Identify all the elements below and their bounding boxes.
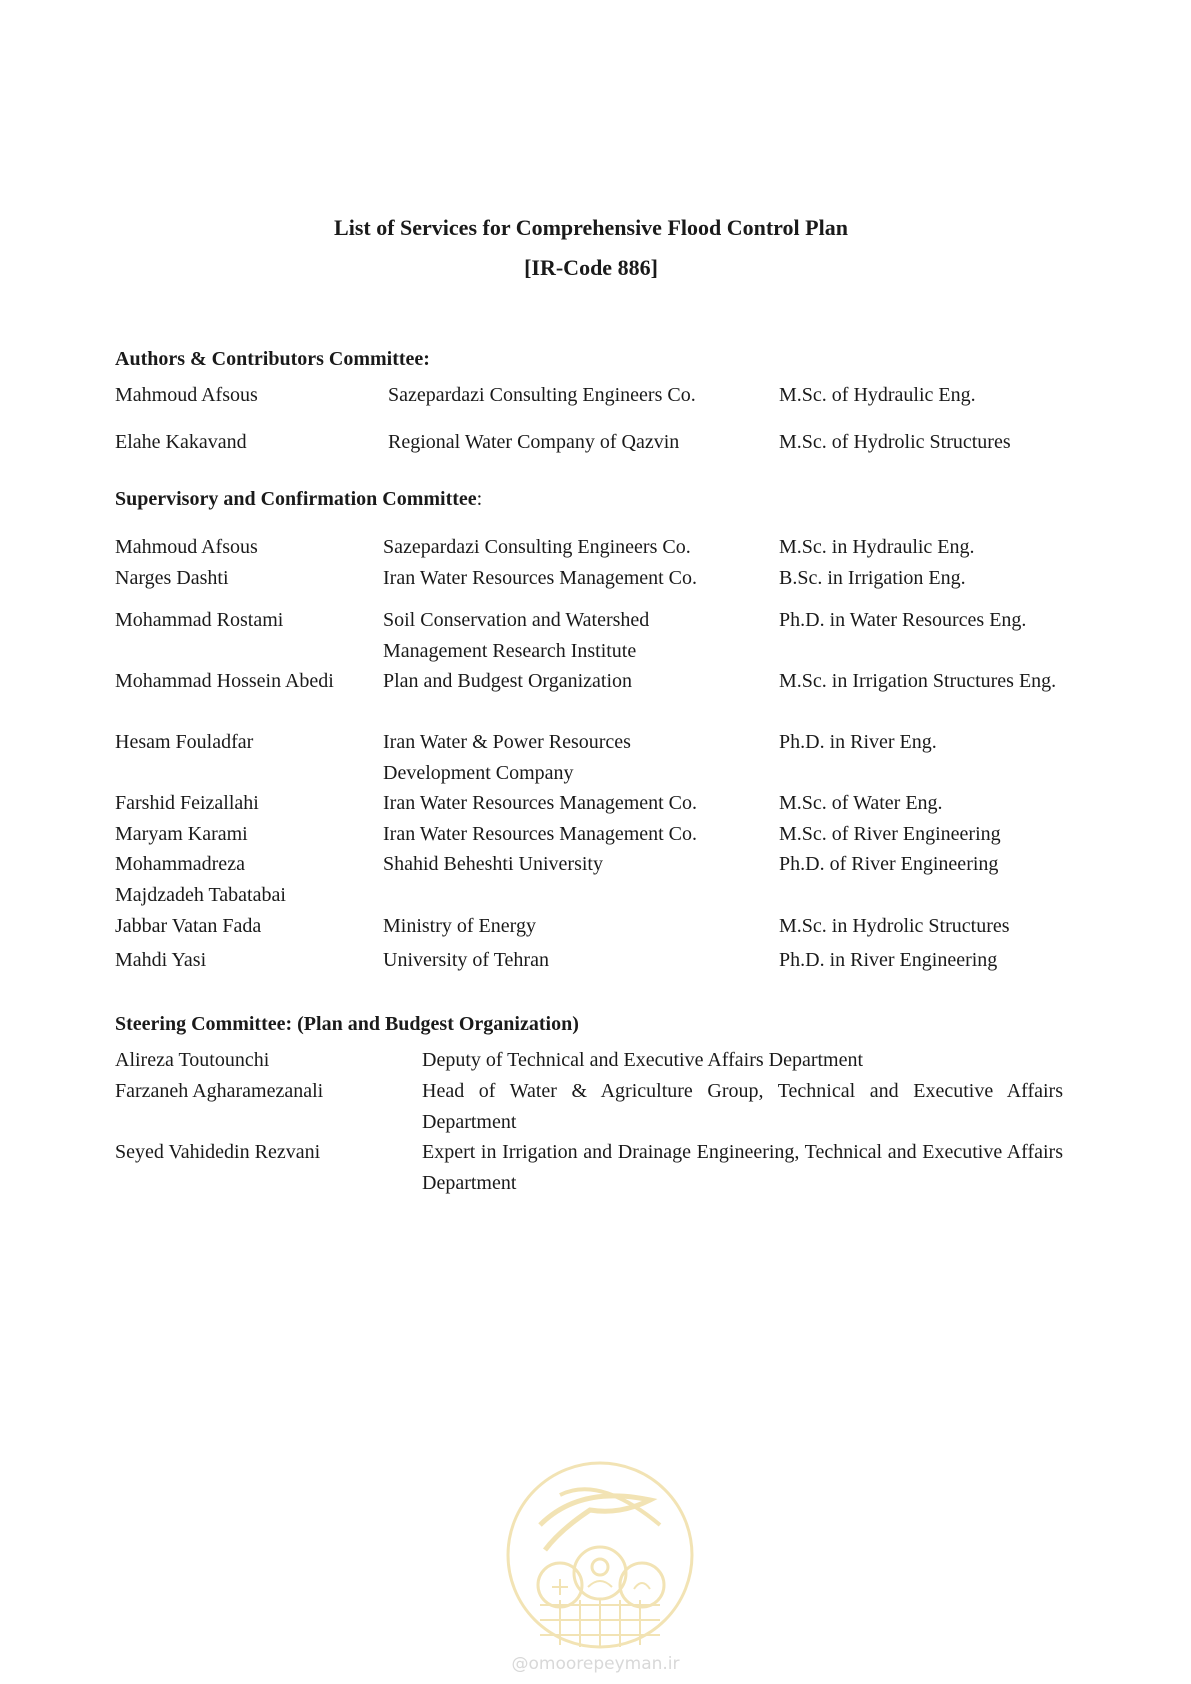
member-organization: Soil Conservation and Watershed Management Research Institute	[383, 609, 650, 662]
member-role: Deputy of Technical and Executive Affairs Department	[422, 1049, 864, 1071]
member-name: Farshid Feizallahi	[115, 792, 259, 814]
member-organization: Iran Water Resources Management Co.	[383, 823, 698, 845]
member-organization: Iran Water & Power Resources Development Company	[383, 731, 631, 784]
member-organization: Iran Water Resources Management Co.	[383, 567, 698, 589]
member-name: Mohammad Rostami	[115, 609, 284, 631]
member-degree: B.Sc. in Irrigation Eng.	[779, 567, 966, 589]
member-name: Seyed Vahidedin Rezvani	[115, 1141, 321, 1163]
member-name: Jabbar Vatan Fada	[115, 915, 262, 937]
member-degree: M.Sc. in Hydraulic Eng.	[779, 536, 975, 558]
member-name: Mahdi Yasi	[115, 949, 207, 971]
member-name: Mahmoud Afsous	[115, 536, 258, 558]
member-organization: Sazepardazi Consulting Engineers Co.	[383, 536, 691, 558]
member-name: Mahmoud Afsous	[115, 384, 258, 406]
member-degree: M.Sc. in Irrigation Structures Eng.	[779, 670, 1057, 692]
member-degree: M.Sc. of River Engineering	[779, 823, 1001, 845]
member-name: Mohammad Hossein Abedi	[115, 670, 334, 692]
member-degree: Ph.D. in Water Resources Eng.	[779, 609, 1027, 631]
member-name: Narges Dashti	[115, 567, 229, 589]
member-organization: Regional Water Company of Qazvin	[388, 431, 680, 453]
watermark-logo-icon	[500, 1455, 700, 1655]
supervisory-heading-colon: :	[476, 488, 483, 510]
member-degree: M.Sc. of Hydrolic Structures	[779, 431, 1011, 453]
member-organization: Ministry of Energy	[383, 915, 536, 937]
supervisory-heading-text: Supervisory and Confirmation Committee	[115, 488, 477, 510]
document-title: List of Services for Comprehensive Flood Control Plan	[334, 215, 848, 240]
member-organization: Sazepardazi Consulting Engineers Co.	[388, 384, 696, 406]
member-name: Alireza Toutounchi	[115, 1049, 270, 1071]
member-organization: University of Tehran	[383, 949, 549, 971]
member-name: Elahe Kakavand	[115, 431, 247, 453]
member-organization: Iran Water Resources Management Co.	[383, 792, 698, 814]
member-degree: Ph.D. of River Engineering	[779, 853, 999, 875]
supervisory-heading	[115, 488, 482, 511]
member-name: Mohammadreza Majdzadeh Tabatabai	[115, 853, 286, 906]
steering-heading: Steering Committee: (Plan and Budgest Organization)	[115, 1013, 579, 1035]
authors-heading: Authors & Contributors Committee:	[115, 348, 430, 370]
member-degree: Ph.D. in River Engineering	[779, 949, 998, 971]
member-name: Maryam Karami	[115, 823, 248, 845]
member-degree: M.Sc. in Hydrolic Structures	[779, 915, 1010, 937]
member-organization: Shahid Beheshti University	[383, 853, 603, 875]
watermark-text: @omoorepeyman.ir	[511, 1654, 680, 1674]
member-organization: Plan and Budgest Organization	[383, 670, 633, 692]
member-name: Farzaneh Agharamezanali	[115, 1080, 324, 1102]
member-degree: Ph.D. in River Eng.	[779, 731, 937, 753]
member-degree: M.Sc. of Hydraulic Eng.	[779, 384, 976, 406]
member-role: Expert in Irrigation and Drainage Engineering, Technical and Executive Affairs Department	[422, 1141, 1063, 1194]
document-code: [IR-Code 886]	[524, 255, 658, 280]
member-role: Head of Water & Agriculture Group, Technical and Executive Affairs Department	[422, 1080, 1063, 1133]
member-name: Hesam Fouladfar	[115, 731, 254, 753]
member-degree: M.Sc. of Water Eng.	[779, 792, 943, 814]
